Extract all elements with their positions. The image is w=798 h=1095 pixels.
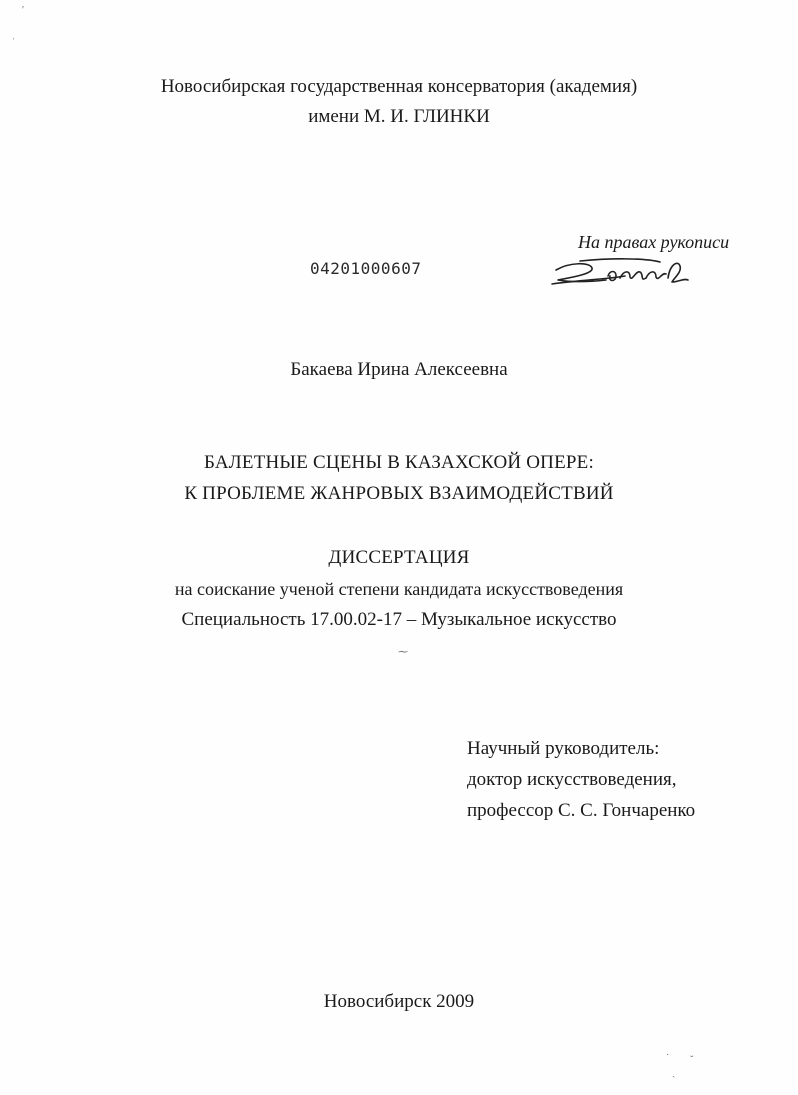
title-line-2: К ПРОБЛЕМЕ ЖАНРОВЫХ ВЗАИМОДЕЙСТВИЙ [184,483,614,504]
supervisor-degree: доктор искусствоведения, [467,769,677,790]
author-name: Бакаева Ирина Алексеевна [290,359,508,380]
specialty-line: Специальность 17.00.02-17 – Музыкальное искусство [181,609,617,630]
institution-line-1: Новосибирская государственная консерватория (академия) [160,76,638,97]
document-type: ДИССЕРТАЦИЯ [328,547,470,568]
manuscript-note: На правах рукописи [578,232,730,252]
scan-speck: ˇ [690,1055,694,1066]
scan-speck: ˌ [12,29,16,40]
signature-icon [550,256,700,296]
scan-speck: ʹ [22,5,25,16]
title-line-1: БАЛЕТНЫЕ СЦЕНЫ В КАЗАХСКОЙ ОПЕРЕ: [204,452,594,473]
scan-speck: ˙ [666,1053,670,1064]
supervisor-label: Научный руководитель: [467,738,660,759]
scan-speck: ⁓ [398,647,408,658]
city-year: Новосибирск 2009 [323,991,475,1012]
scan-speck: ˏ [672,1067,676,1078]
institution-line-2: имени М. И. ГЛИНКИ [308,106,490,127]
degree-line: на соискание ученой степени кандидата искусствоведения [174,579,624,599]
supervisor-name: профессор С. С. Гончаренко [467,800,696,821]
registration-number: 04201000607 [310,259,422,278]
